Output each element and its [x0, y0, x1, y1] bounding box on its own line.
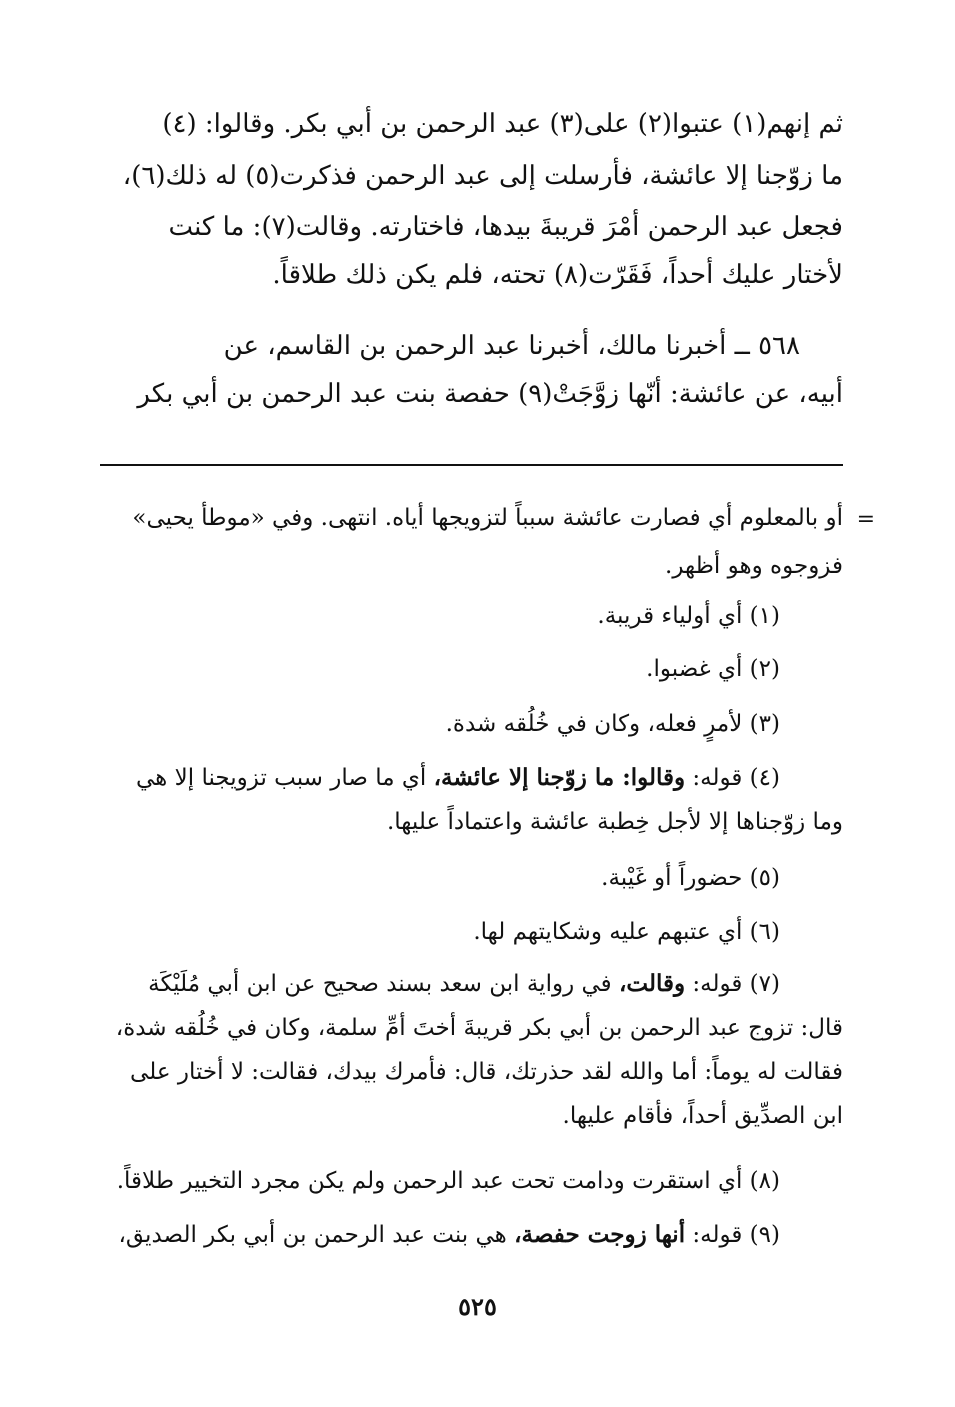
footnote-4: [100, 760, 780, 798]
footnote-8: (٨) أي استقرت ودامت تحت عبد الرحمن ولم يكن مجرد التخيير طلاقاً.: [116, 1168, 780, 1194]
footnote-4-text: أي ما صار سبب تزويجنا إلا هي: [136, 765, 434, 791]
footnote-7: [100, 966, 780, 1004]
main-text-line: ثم إنهم(١) عتبوا(٢) على(٣) عبد الرحمن بن أبي بكر. وقالوا: (٤): [162, 109, 843, 139]
footnote-9-text: هي بنت عبد الرحمن بن أبي بكر الصديق،: [118, 1222, 515, 1248]
footnote-7-quote: وقالت،: [618, 970, 686, 997]
footnote-7-prefix: (٧) قوله:: [685, 971, 780, 997]
continuation-marker: =: [856, 507, 875, 532]
footnote-9-prefix: (٩) قوله:: [685, 1222, 780, 1248]
footnote-7-text: في رواية ابن سعد بسند صحيح عن ابن أبي مُلَيْكَة: [148, 971, 619, 997]
footnote-1: (١) أي أولياء قريبة.: [597, 603, 780, 629]
footnote-4-line: وما زوّجناها إلا لأجل خِطبة عائشة واعتماداً عليها.: [386, 809, 843, 835]
hadith-line: ٥٦٨ ــ أخبرنا مالك، أخبرنا عبد الرحمن بن القاسم، عن: [223, 331, 800, 361]
footnote-5: (٥) حضوراً أو غَيْبة.: [601, 865, 780, 891]
main-text-line: ما زوّجنا إلا عائشة، فأرسلت إلى عبد الرحمن فذكرت(٥) له ذلك(٦)،: [122, 161, 843, 191]
footnote-2: (٢) أي غضبوا.: [646, 656, 780, 682]
footnote-4-quote: وقالوا: ما زوّجنا إلا عائشة،: [433, 764, 686, 791]
hadith-line: أبيه، عن عائشة: أنّها زوَّجَتْ(٩) حفصة بنت عبد الرحمن بن أبي بكر: [137, 379, 843, 409]
footnote-6: (٦) أي عتبهم عليه وشكايتهم لها.: [473, 919, 780, 945]
footnote-divider: [100, 464, 843, 466]
footnote-9: [100, 1217, 780, 1255]
page-number: ٥٢٥: [458, 1292, 497, 1321]
footnote-4-prefix: (٤) قوله:: [685, 765, 780, 791]
footnote-7-line: ابن الصدِّيق أحداً، فأقام عليها.: [562, 1103, 843, 1129]
main-text-line: لأختار عليك أحداً، فَقَرّت(٨) تحته، فلم يكن ذلك طلاقاً.: [272, 260, 843, 290]
footnote-3: (٣) لأمرٍ فعله، وكان في خُلُقه شدة.: [445, 711, 780, 737]
footnote-continuation-line: أو بالمعلوم أي فصارت عائشة سبباً لتزويجها أياه. انتهى. وفي «موطأ يحيى»: [132, 505, 843, 531]
footnote-7-line: فقالت له يوماً: أما والله لقد حذرتك، قال: فأمرك بيدك، فقالت: لا أختار على: [130, 1059, 843, 1085]
footnote-9-quote: أنها زوجت حفصة،: [514, 1221, 686, 1248]
footnote-continuation-line: فزوجوه وهو أظهر.: [665, 553, 843, 579]
main-text-line: فجعل عبد الرحمن أمْرَ قريبةَ بيدها، فاختارته. وقالت(٧): ما كنت: [168, 212, 843, 242]
footnote-7-line: قال: تزوج عبد الرحمن بن أبي بكر قريبةَ أختَ أمِّ سلمة، وكان في خُلُقه شدة،: [115, 1015, 843, 1041]
